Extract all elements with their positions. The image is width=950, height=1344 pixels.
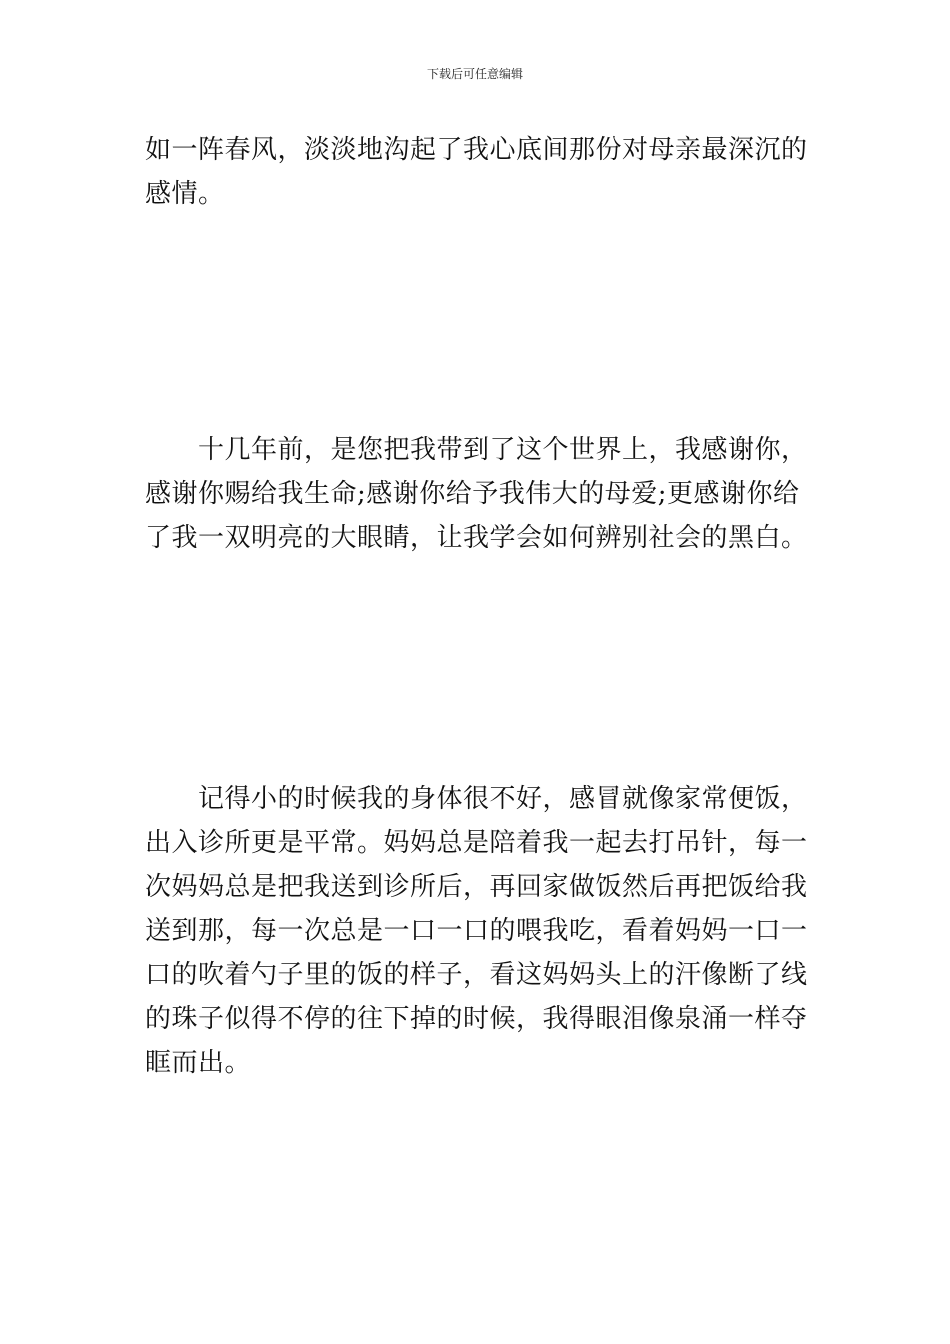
header-note: 下载后可任意编辑 — [426, 67, 523, 81]
paragraph-continuation: 如一阵春风，淡淡地沟起了我心底间那份对母亲最深沉的感情。 — [145, 135, 808, 209]
paragraph-gratitude: 十几年前，是您把我带到了这个世界上，我感谢你，感谢你赐给我生命;感谢你给予我伟大的母爱;更感谢你给了我一双明亮的大眼睛，让我学会如何辨别社会的黑白。 — [145, 435, 808, 553]
paragraph-childhood-memory: 记得小的时候我的身体很不好，感冒就像家常便饭，出入诊所更是平常。妈妈总是陪着我一起去打吊针，每一次妈妈总是把我送到诊所后，再回家做饭然后再把饭给我送到那，每一次总是一口一口的喂我吃，看着妈妈一口一口的吹着勺子里的饭的样子，看这妈妈头上的汗像断了线的珠子似得不停的往下掉的时候，我得眼泪像泉涌一样夺眶而出。 — [145, 784, 808, 1078]
